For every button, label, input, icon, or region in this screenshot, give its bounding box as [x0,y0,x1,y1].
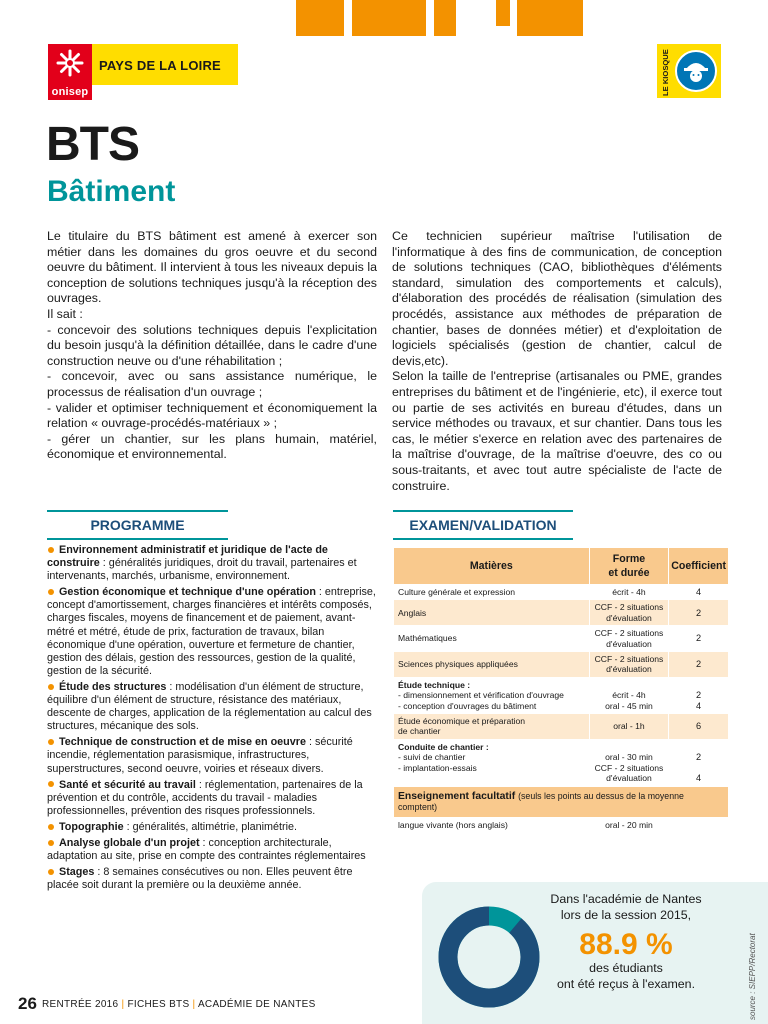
intro-left-column [47,229,377,463]
cell-coefficient [669,818,729,833]
programme-item [47,586,379,678]
programme-item [47,544,379,583]
intro-paragraph: Selon la taille de l'entreprise (artisanales ou PME, grandes entreprises du bâtiment et de l'ingénierie, etc), il exerce tout ou partie de ses activités en bureau d'études, dans un service méthodes ou travaux, et sur chantier. Dans tous les cas, le métier s'exerce en relation avec des partenaires de la maîtrise d'ouvrage, de la maîtrise d'oeuvre, des co ou sous-traitants, et avec tout autre spécialiste de l'acte de construire. [392,369,722,493]
table-row [394,652,729,678]
cell-coefficient: 2 4 [669,739,729,786]
intro-paragraph: Il sait : [47,306,83,321]
programme-item-title: Analyse globale d'un projet [59,836,200,849]
bullet-icon [48,547,54,553]
bullet-icon [48,589,54,595]
intro-paragraph: - valider et optimiser techniquement et économiquement la relation « ouvrage-procédés-matériaux » ; [47,400,377,431]
programme-item-title: Technique de construction et de mise en oeuvre [59,736,306,749]
cell-matiere: Mathématiques [394,626,590,652]
table-row [394,714,729,740]
column-header-matieres: Matières [394,548,590,585]
kiosque-logo [657,44,721,98]
programme-item [47,681,379,733]
stat-line: Dans l'académie de Nantes [550,892,702,906]
column-header-coefficient: Coefficient [669,548,729,585]
bullet-icon [48,684,54,690]
exam-table [393,547,729,834]
table-row [394,739,729,786]
programme-item-text: : généralités, altimétrie, planimétrie. [123,820,298,833]
cell-forme: CCF - 2 situations d'évaluation [589,652,669,678]
footer-part: FICHES BTS [127,999,190,1010]
worker-helmet-icon [680,55,712,87]
programme-item-text: : conception architecturale, adaptation au site, prise en compte des contraintes réglementaires [47,836,366,863]
cell-matiere: Anglais [394,600,590,626]
cell-forme: oral - 20 min [589,818,669,833]
programme-item-text: : 8 semaines consécutives ou non. Elles peuvent être placée soit durant la première ou la deuxième année. [47,866,353,892]
intro-paragraph: - gérer un chantier, sur les plans humain, matériel, économique et environnemental. [47,431,377,462]
stat-line: des étudiants [589,961,663,975]
cell-matiere: Sciences physiques appliquées [394,652,590,678]
bullet-icon [48,840,54,846]
svg-text:LE KIOSQUE: LE KIOSQUE [661,49,670,96]
footer-part: ACADÉMIE DE NANTES [197,999,316,1010]
programme-item-title: Santé et sécurité au travail [59,778,196,791]
header-decoration-bar [517,0,583,36]
cell-forme: oral - 30 min CCF - 2 situations d'évaluation [589,739,669,786]
intro-right-column [392,229,722,494]
onisep-logo [48,44,92,100]
donut-success-segment [448,916,530,998]
table-row [394,600,729,626]
stat-source [748,933,760,1020]
bullet-icon [48,781,54,787]
cell-matiere: Étude économique et préparation de chantier [394,714,590,740]
cell-matiere: Étude technique : - dimensionnement et vérification d'ouvrage - conception d'ouvrages du bâtiment [394,677,590,713]
programme-item-title: Gestion économique et technique d'une opération [59,586,316,599]
kiosque-badge [675,50,717,92]
exam-heading: EXAMEN/VALIDATION [393,510,573,540]
cell-coefficient: 2 4 [669,677,729,713]
footer-part: RENTRÉE 2016 [42,999,119,1010]
bullet-icon [48,739,54,745]
intro-paragraph: - concevoir des solutions techniques depuis l'explicitation du besoin jusqu'à la définition détaillée, dans le cadre d'une construction neuve ou d'une réhabilitation ; [47,322,377,368]
cell-forme: CCF - 2 situations d'évaluation [589,600,669,626]
programme-item-text: : généralités juridiques, droit du travail, partenaires et intervenants, marchés, urbanisme, environnement. [47,557,357,583]
optional-section-label: Enseignement facultatif (seuls les points au dessus de la moyenne comptent) [394,786,729,818]
cell-coefficient: 6 [669,714,729,740]
cell-matiere: langue vivante (hors anglais) [394,818,590,833]
programme-item-title: Environnement administratif et juridique de l'acte de construire [47,544,328,570]
programme-heading: PROGRAMME [47,510,228,540]
column-header-forme: Forme et durée [589,548,669,585]
programme-item [47,736,379,775]
header-decoration-bar [434,0,456,36]
programme-item-title: Topographie [59,820,124,833]
success-rate-text [536,892,716,992]
programme-item [47,779,379,818]
table-row [394,626,729,652]
cell-matiere: Culture générale et expression [394,585,590,600]
programme-item-text: : entreprise, concept d'amortissement, charges financières et intérêts composés, charges fiscales, moyens de financement et de paiement, avant-métré et métré, étude de prix, facturation de travaux, bilan économique d'une opération, ouverture et fermeture de chantier, gestion des délais, gestion des ressources, gestion de la qualité, gestion de la sécurité. [47,586,376,677]
programme-item-text: : réglementation, partenaires de la prévention et du contrôle, accidents du travail - maladies professionnelles, prévention des risques professionnels. [47,778,363,817]
cell-forme: CCF - 2 situations d'évaluation [589,626,669,652]
table-row [394,818,729,833]
cell-coefficient: 2 [669,626,729,652]
footer-separator: | [121,999,125,1010]
footer-text [42,999,316,1010]
intro-paragraph: - concevoir, avec ou sans assistance numérique, le processus de réalisation d'un ouvrage ; [47,369,377,399]
programme-item-text: : sécurité incendie, réglementation parasismique, infrastructures, superstructures, second oeuvre, voiries et réseaux divers. [47,736,353,775]
programme-item [47,821,379,834]
bullet-icon [48,824,54,830]
intro-paragraph: Le titulaire du BTS bâtiment est amené à exercer son métier dans les domaines du gros oeuvre et du second oeuvre du bâtiment. Il intervient à tous les niveaux depuis la conception de solutions techniques jusqu'à la réception des ouvrages. [47,229,377,306]
optional-section-row [394,786,729,818]
programme-item-text: : modélisation d'un élément de structure, équilibre d'un élément de structure, résistance des matériaux, descente de charges, application de la réglementation au calcul des structures, mécanique des sols. [47,680,372,733]
cell-coefficient: 4 [669,585,729,600]
programme-item-title: Étude des structures [59,680,167,693]
bullet-icon [48,869,54,875]
onisep-star-icon [55,48,85,78]
stat-source-text: source : SIEPP/Rectorat [748,933,757,1020]
header-decoration-bar [352,0,426,36]
programme-list [47,544,379,895]
footer-separator: | [192,999,196,1010]
success-rate-value: 88.9 % [579,928,673,961]
page-title: BTS [46,118,139,171]
header-decoration-bar [496,0,510,26]
programme-item [47,866,379,892]
stat-line: lors de la session 2015, [560,907,692,922]
stat-line: ont été reçus à l'examen. [556,976,696,991]
page-subtitle: Bâtiment [47,175,176,208]
cell-forme: écrit - 4h [589,585,669,600]
kiosque-label [657,44,671,98]
region-label: PAYS DE LA LOIRE [92,44,238,85]
cell-matiere: Conduite de chantier : - suivi de chantier - implantation-essais [394,739,590,786]
exam-table-header [394,548,729,585]
onisep-logo-text: onisep [51,86,89,98]
page-number: 26 [18,994,37,1013]
cell-coefficient: 2 [669,600,729,626]
header-decoration-bar [296,0,344,36]
programme-item-title: Stages [59,866,95,879]
table-row [394,585,729,600]
table-row [394,677,729,713]
cell-forme: oral - 1h [589,714,669,740]
page-footer [18,994,518,1014]
programme-item [47,837,379,863]
intro-paragraph: Ce technicien supérieur maîtrise l'utilisation de l'informatique à des fins de communication, de conception de solutions techniques (CAO, bibliothèques d'éléments standard, simulation des comportements et calculs), d'élaboration des procédés de réalisation (simulation des procédés, assistance aux méthodes de préparation de chantier, bases de données métier) et d'exploitation de logiciels spécialisés (gestion de chantier, calcul de devis,etc). [392,229,722,368]
cell-forme: écrit - 4h oral - 45 min [589,677,669,713]
cell-coefficient: 2 [669,652,729,678]
